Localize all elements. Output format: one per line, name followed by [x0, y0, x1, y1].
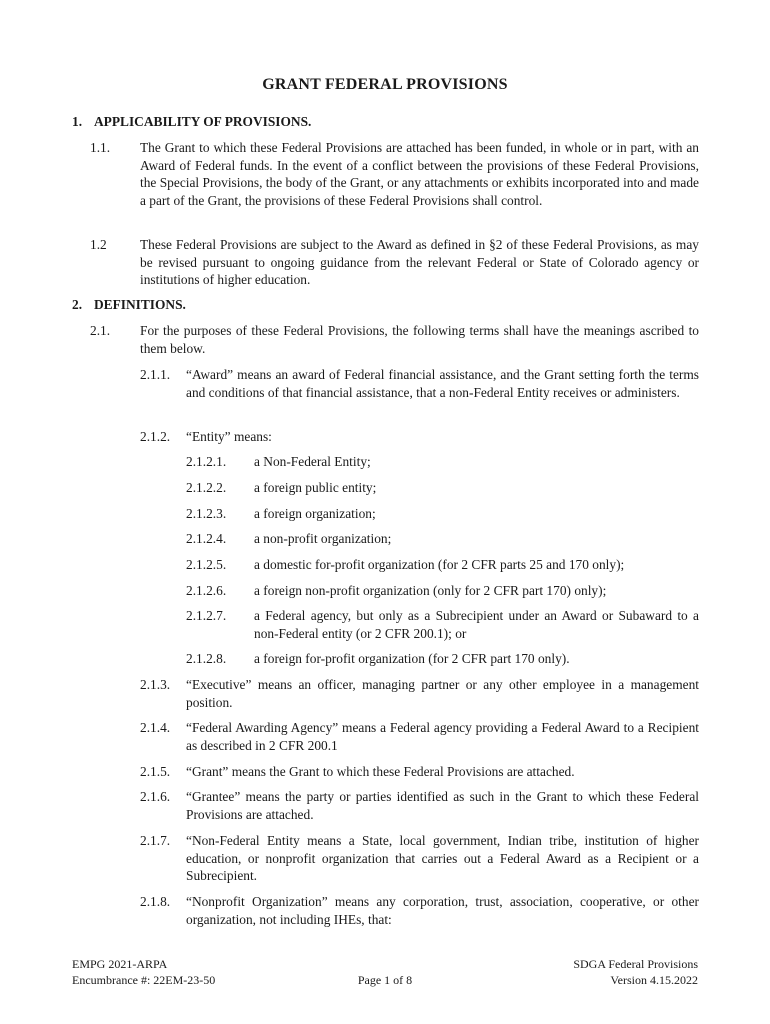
footer-encumbrance: Encumbrance #: 22EM-23-50	[72, 973, 216, 987]
item-number: 2.1.2.4.	[186, 531, 227, 546]
paragraph-text: “Entity” means:	[186, 429, 272, 444]
item-text: a foreign organization;	[254, 506, 376, 521]
paragraph-text: “Grantee” means the party or parties identified as such in the Grant to which these Federal Provisions are attached.	[186, 789, 699, 822]
paragraph-text: “Executive” means an officer, managing partner or any other employee in a management position.	[186, 677, 699, 710]
section-1-heading	[72, 113, 712, 131]
item-number: 2.1.2.2.	[186, 480, 227, 495]
paragraph-1-1	[90, 139, 700, 229]
list-item-2-1-2-8	[186, 650, 700, 668]
item-text: a foreign non-profit organization (only for 2 CFR part 170) only);	[254, 583, 607, 598]
paragraph-text: For the purposes of these Federal Provisions, the following terms shall have the meanings ascribed to them below.	[140, 323, 699, 356]
section-2-heading	[72, 296, 712, 314]
footer-right	[573, 956, 698, 988]
item-text: a Federal agency, but only as a Subrecipient under an Award or Subaward to a non-Federal entity (or 2 CFR 200.1); or	[254, 608, 699, 641]
item-text: a domestic for-profit organization (for 2 CFR parts 25 and 170 only);	[254, 557, 625, 572]
paragraph-2-1-2	[140, 428, 700, 446]
item-text: a non-profit organization;	[254, 531, 392, 546]
paragraph-number: 2.1.7.	[140, 833, 171, 848]
paragraph-text: “Non-Federal Entity means a State, local government, Indian tribe, institution of higher education, or nonprofit organization that carries out a Federal Award as a Recipient or a Subrecipient.	[186, 833, 699, 883]
paragraph-text: “Nonprofit Organization” means any corporation, trust, association, cooperative, or other organization, not including IHEs, that:	[186, 894, 699, 927]
list-item-2-1-2-5	[186, 556, 700, 574]
paragraph-text: “Award” means an award of Federal financial assistance, and the Grant setting forth the terms and conditions of that financial assistance, that a non-Federal Entity receives or administers.	[186, 367, 699, 400]
item-number: 2.1.2.5.	[186, 557, 227, 572]
paragraph-text: “Federal Awarding Agency” means a Federal agency providing a Federal Award to a Recipient as described in 2 CFR 200.1	[186, 720, 699, 753]
paragraph-number: 1.1.	[90, 140, 111, 155]
paragraph-2-1-1	[140, 366, 700, 420]
paragraph-number: 2.1.3.	[140, 677, 171, 692]
list-item-2-1-2-6	[186, 582, 700, 600]
paragraph-2-1-3	[140, 676, 700, 712]
paragraph-number: 2.1.8.	[140, 894, 171, 909]
section-title: DEFINITIONS.	[94, 297, 186, 312]
paragraph-2-1	[90, 322, 700, 358]
paragraph-2-1-8	[140, 893, 700, 929]
list-item-2-1-2-4	[186, 530, 700, 548]
paragraph-2-1-4	[140, 719, 700, 755]
item-text: a foreign public entity;	[254, 480, 377, 495]
section-number: 2.	[72, 297, 83, 312]
list-item-2-1-2-2	[186, 479, 700, 497]
item-number: 2.1.2.7.	[186, 608, 227, 623]
section-number: 1.	[72, 114, 83, 129]
paragraph-text: These Federal Provisions are subject to the Award as defined in §2 of these Federal Provisions, as may be revised pursuant to ongoing guidance from the relevant Federal or State of Colorado agency or institutions of higher education.	[140, 237, 699, 287]
footer-doc-title: SDGA Federal Provisions	[573, 957, 698, 971]
paragraph-number: 2.1.	[90, 323, 111, 338]
paragraph-2-1-7	[140, 832, 700, 886]
item-number: 2.1.2.6.	[186, 583, 227, 598]
paragraph-number: 2.1.4.	[140, 720, 171, 735]
section-title: APPLICABILITY OF PROVISIONS.	[94, 114, 312, 129]
paragraph-text: The Grant to which these Federal Provisions are attached has been funded, in whole or in part, with an Award of Federal funds. In the event of a conflict between the provisions of these Federal Provisions, the Special Provisions, the body of the Grant, or any attachments or exhibits incorporated into and made a part of the Grant, the provisions of these Federal Provisions shall control.	[140, 140, 699, 208]
item-text: a Non-Federal Entity;	[254, 454, 371, 469]
paragraph-2-1-5	[140, 763, 700, 781]
paragraph-number: 1.2	[90, 237, 107, 252]
paragraph-number: 2.1.5.	[140, 764, 171, 779]
list-item-2-1-2-7	[186, 607, 700, 643]
paragraph-number: 2.1.6.	[140, 789, 171, 804]
item-number: 2.1.2.3.	[186, 506, 227, 521]
paragraph-number: 2.1.1.	[140, 367, 171, 382]
item-number: 2.1.2.8.	[186, 651, 227, 666]
paragraph-text: “Grant” means the Grant to which these Federal Provisions are attached.	[186, 764, 575, 779]
list-item-2-1-2-1	[186, 453, 700, 471]
paragraph-2-1-6	[140, 788, 700, 824]
document-title: GRANT FEDERAL PROVISIONS	[262, 76, 508, 93]
item-text: a foreign for-profit organization (for 2 CFR part 170 only).	[254, 651, 570, 666]
footer-program: EMPG 2021-ARPA	[72, 957, 168, 971]
page-number: Page 1 of 8	[357, 973, 413, 987]
footer-version: Version 4.15.2022	[610, 973, 698, 987]
item-number: 2.1.2.1.	[186, 454, 227, 469]
list-item-2-1-2-3	[186, 505, 700, 523]
paragraph-number: 2.1.2.	[140, 429, 171, 444]
paragraph-1-2	[90, 236, 700, 290]
